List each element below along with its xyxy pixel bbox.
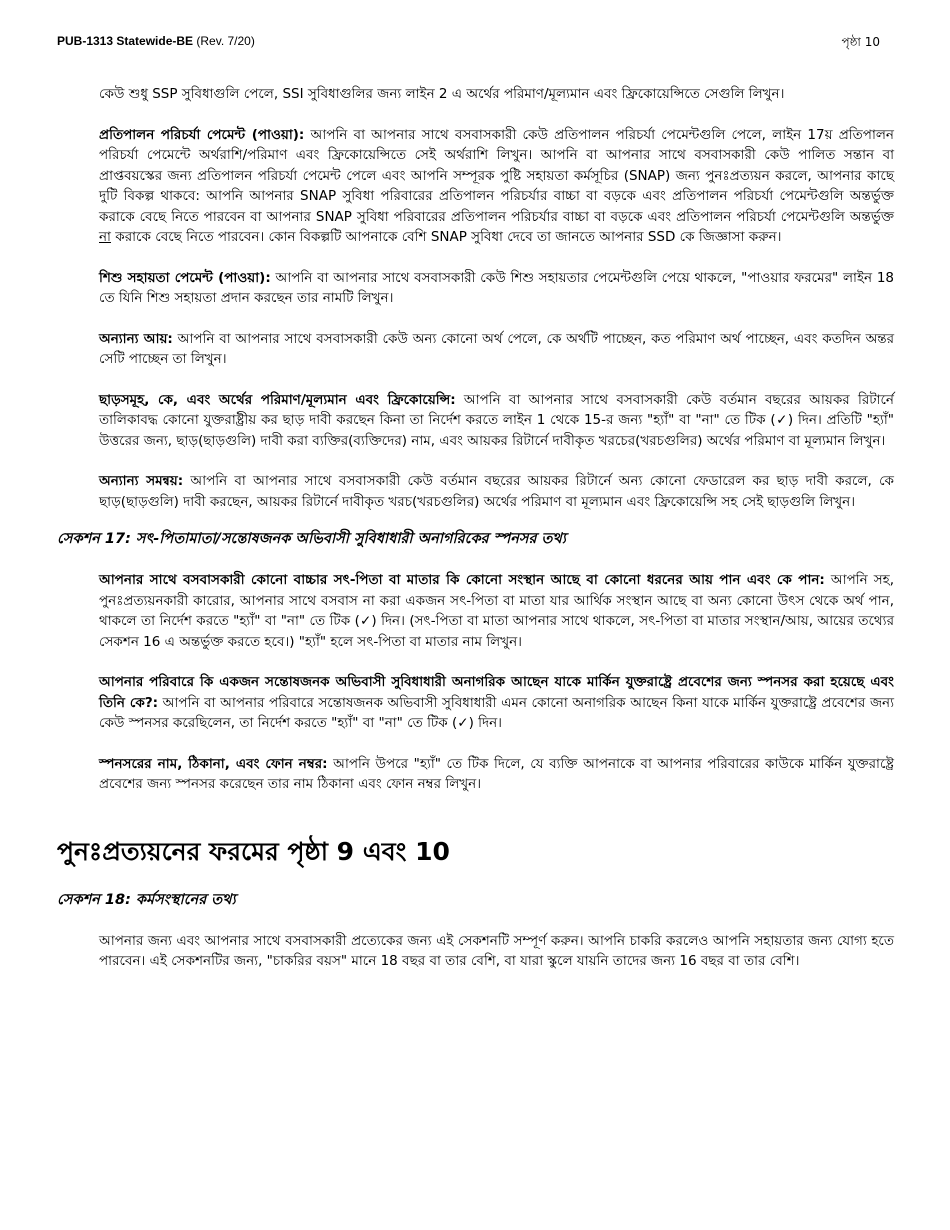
form-id: PUB-1313 Statewide-BE: [57, 34, 194, 48]
sponsor-info-title: স্পনসরের নাম, ঠিকানা, এবং ফোন নম্বর:: [99, 755, 328, 772]
deductions-body: আপনি বা আপনার সাথে বসবাসকারী কেউ বর্তমান বছরের আয়কর রিটার্নে তালিকাবদ্ধ কোনো যুক্তরাষ্ট্রীয় কর ছাড় দাবী করছেন কিনা তা নির্দেশ করতে লাইন 1 থেকে 15-র জন্য "হ্যাঁ" বা "না" তে টিক (✓) দিন। প্রতিটি "হ্যাঁ" উত্তরের জন্য, ছাড়(ছাড়গুলি) দাবী করা ব্যক্তির(ব্যক্তিদের) নাম, এবং আয়কর রিটার্নে দাবীকৃত খরচের(খরচগুলির) অর্থের পরিমাণ বা মূল্যমান লিখুন।: [99, 391, 894, 449]
child-support-title: শিশু সহায়তা পেমেন্ট (পাওয়া):: [99, 269, 271, 286]
foster-care-body-2: করাকে বেছে নিতে পারবেন। কোন বিকল্পটি আপনাকে বেশি SNAP সুবিধা দেবে তা জানতে আপনার SSD কে জিজ্ঞাসা করুন।: [110, 229, 782, 245]
sponsored-alien-paragraph: [99, 672, 894, 734]
foster-care-body-1: আপনি বা আপনার সাথে বসবাসকারী কেউ প্রতিপালন পরিচর্যা পেমেন্টগুলি পেলে, লাইন 17য় প্রতিপালন পরিচর্যা পেমেন্টে অর্থরাশি/পরিমাণ এবং ফ্রিকোয়েন্সিতে সেই অর্থরাশি লিখুন। আপনি বা আপনার সাথে বসবাসকারী কেউ পালিত সন্তান বা প্রাপ্তবয়স্কের জন্য প্রতিপালন পরিচর্যা পেমেন্ট পেলে এবং আপনি সম্পূরক পুষ্টি সহায়তা কর্মসূচির (SNAP) জন্য পুনঃপ্রত্যয়ন করলে, আপনার কাছে দুটি বিকল্প থাকবে: আপনি আপনার SNAP সুবিধা পরিবারের প্রতিপালন পরিচর্যার বাচ্চা বা বড়কে এবং প্রতিপালন পরিচর্যা পেমেন্টগুলি অন্তর্ভুক্ত করাকে বেছে নিতে পারবেন বা আপনার SNAP সুবিধা পরিবারের প্রতিপালন পরিচর্যার বাচ্চা বা বড়কে এবং প্রতিপালন পরিচর্যা পেমেন্টগুলি অন্তর্ভুক্ত: [99, 126, 894, 225]
other-adjustments-paragraph: [99, 471, 894, 512]
sponsor-info-paragraph: [99, 754, 894, 795]
sponsored-alien-title: আপনার পরিবারে কি একজন সন্তোষজনক অভিবাসী সুবিধাধারী অনাগরিক আছেন যাকে মার্কিন যুক্তরাষ্ট্রে প্রবেশের জন্য স্পনসর করা হয়েছে এবং তিনি কে?:: [99, 674, 894, 711]
ssp-note-paragraph: কেউ শুধু SSP সুবিধাগুলি পেলে, SSI সুবিধাগুলির জন্য লাইন 2 এ অর্থের পরিমাণ/মূল্যমান এবং ফ্রিকোয়েন্সিতে সেগুলি লিখুন।: [99, 86, 785, 102]
foster-care-underlined: না: [99, 229, 111, 245]
section-18-paragraph: আপনার জন্য এবং আপনার সাথে বসবাসকারী প্রত্যেকের জন্য এই সেকশনটি সম্পূর্ণ করুন। আপনি চাকরি করলেও আপনি সহায়তার জন্য যোগ্য হতে পারবেন। এই সেকশনটির জন্য, "চাকরির বয়স" মানে 18 বছর বা তার বেশি, বা যারা স্কুলে যায়নি তাদের জন্য 16 বছর বা তার বেশি।: [99, 932, 894, 969]
section-17-heading: সেকশন 17: সৎ-পিতামাতা/সন্তোষজনক অভিবাসী সুবিধাধারী অনাগরিকের স্পনসর তথ্য: [57, 531, 566, 547]
other-income-body: আপনি বা আপনার সাথে বসবাসকারী কেউ অন্য কোনো অর্থ পেলে, কে অর্থটি পাচ্ছেন, কত পরিমাণ অর্থ পাচ্ছেন, এবং কতদিন অন্তর সেটি পাচ্ছেন তা লিখুন।: [99, 330, 894, 367]
other-income-title: অন্যান্য আয়:: [99, 330, 173, 347]
stepparent-paragraph: [99, 570, 894, 652]
child-support-paragraph: [99, 268, 894, 309]
page-content: [0, 84, 950, 972]
foster-care-paragraph: [99, 125, 894, 248]
other-adjustments-title: অন্যান্য সমন্বয়:: [99, 473, 184, 489]
pages-heading: পুনঃপ্রত্যয়নের ফরমের পৃষ্ঠা 9 এবং 10: [57, 836, 450, 866]
deductions-title: ছাড়সমূহ, কে, এবং অর্থের পরিমাণ/মূল্যমান এবং ফ্রিকোয়েন্সি:: [99, 391, 456, 408]
other-income-paragraph: [99, 329, 894, 370]
sponsored-alien-body: আপনি বা আপনার পরিবারে সন্তোষজনক অভিবাসী সুবিধাধারী এমন কোনো অনাগরিক আছেন কিনা যাকে মার্কিন যুক্তরাষ্ট্রে প্রবেশের জন্য কেউ স্পনসর করেছিলেন, তা নির্দেশ করতে "হ্যাঁ" বা "না" তে টিক (✓) দিন।: [99, 694, 894, 731]
section-18-heading: সেকশন 18: কর্মসংস্থানের তথ্য: [57, 891, 236, 908]
stepparent-body: আপনি সহ, পুনঃপ্রত্যয়নকারী কারোর, আপনার সাথে বসবাস না করা একজন সৎ-পিতা বা মাতা যার আর্থিক সংস্থান আছে বা অন্য কোনো উৎস থেকে অর্থ পান, থাকলে তা নির্দেশ করতে "হ্যাঁ" বা "না" তে টিক (✓) দিন। (সৎ-পিতা বা মাতা আপনার সাথে থাকলে, সৎ-পিতা বা মাতার সংস্থান/আয়, আয়ের তথ্যের সেকশন 16 এ অন্তর্ভুক্ত করতে হবে।) "হ্যাঁ" হলে সৎ-পিতা বা মাতার নাম লিখুন।: [99, 572, 895, 650]
child-support-body: আপনি বা আপনার সাথে বসবাসকারী কেউ শিশু সহায়তার পেমেন্টগুলি পেয়ে থাকলে, "পাওয়ার ফরমের" লাইন 18 তে যিনি শিশু সহায়তা প্রদান করছেন তার নামটি লিখুন।: [99, 269, 894, 306]
deductions-paragraph: [99, 390, 894, 452]
page-number: পৃষ্ঠা 10: [841, 35, 880, 49]
foster-care-title: প্রতিপালন পরিচর্যা পেমেন্ট (পাওয়া):: [99, 126, 305, 143]
other-adjustments-body: আপনি বা আপনার সাথে বসবাসকারী কেউ বর্তমান বছরের আয়কর রিটার্নে অন্য কোনো ফেডারেল কর ছাড় দাবী করলে, কে ছাড়(ছাড়গুলি) দাবী করছেন, আয়কর রিটার্নে দাবীকৃত খরচ(খরচগুলির) অর্থের পরিমাণ বা মূল্যমান এবং ফ্রিকোয়েন্সি সহ সেই ছাড়গুলি লিখুন।: [99, 473, 894, 510]
sponsor-info-body: আপনি উপরে "হ্যাঁ" তে টিক দিলে, যে ব্যক্তি আপনাকে বা আপনার পরিবারের কাউকে মার্কিন যুক্তরাষ্ট্রে প্রবেশের জন্য স্পনসর করেছেন তার নাম ঠিকানা এবং ফোন নম্বর লিখুন।: [99, 755, 894, 792]
stepparent-title: আপনার সাথে বসবাসকারী কোনো বাচ্চার সৎ-পিতা বা মাতার কি কোনো সংস্থান আছে বা কোনো ধরনের আয় পান এবং কে পান:: [99, 572, 825, 588]
page-header: [57, 34, 880, 52]
form-revision: (Rev. 7/20): [196, 34, 255, 48]
